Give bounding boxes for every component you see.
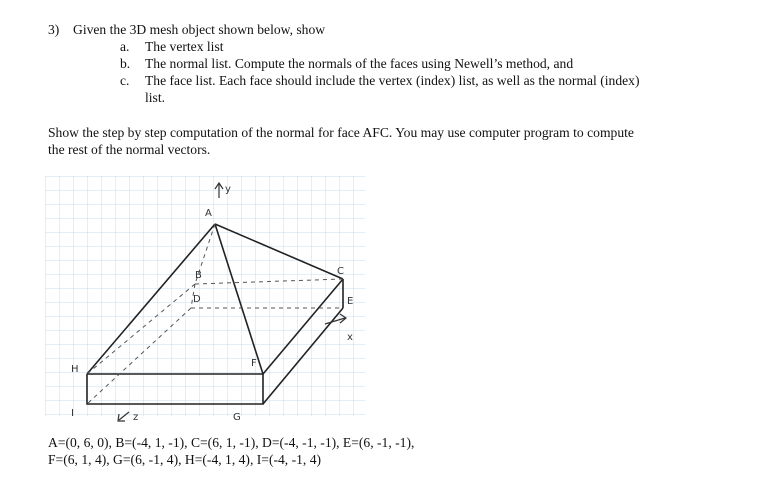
vertex-label-D: D <box>193 294 201 305</box>
sub-item-b-marker: b. <box>120 56 131 71</box>
axis-label-y: y <box>225 184 231 195</box>
vertex-label-C: C <box>337 266 344 277</box>
axis-label-x: x <box>347 332 353 343</box>
vertex-label-B: B <box>195 270 202 281</box>
sub-item-c-text-cont: list. <box>145 90 166 105</box>
sub-item-a-text: The vertex list <box>145 39 224 54</box>
vertex-label-A: A <box>205 208 212 219</box>
sub-item-b-text: The normal list. Compute the normals of the faces using Newell’s method, and <box>145 56 574 71</box>
vertex-label-E: E <box>347 296 354 307</box>
vertex-label-G: G <box>233 412 241 423</box>
question-number: 3) <box>48 22 60 37</box>
coordinates-line-2: F=(6, 1, 4), G=(6, -1, 4), H=(-4, 1, 4), I=(-4, -1, 4) <box>48 452 322 467</box>
sub-item-c-text: The face list. Each face should include the vertex (index) list, as well as the normal (index) <box>145 73 640 88</box>
question-intro: Given the 3D mesh object shown below, show <box>73 22 326 37</box>
vertex-label-H: H <box>71 364 79 375</box>
instruction-line-1: Show the step by step computation of the normal for face AFC. You may use computer program to compute <box>48 125 634 140</box>
sub-item-a-marker: a. <box>120 39 130 54</box>
instruction-line-2: the rest of the normal vectors. <box>48 142 211 157</box>
mesh-figure <box>45 176 375 426</box>
sub-item-c-marker: c. <box>120 73 130 88</box>
vertex-label-I: I <box>71 408 74 419</box>
coordinates-line-1: A=(0, 6, 0), B=(-4, 1, -1), C=(6, 1, -1), D=(-4, -1, -1), E=(6, -1, -1), <box>48 435 415 450</box>
vertex-label-F: F <box>251 358 257 369</box>
axis-label-z: z <box>133 412 139 423</box>
